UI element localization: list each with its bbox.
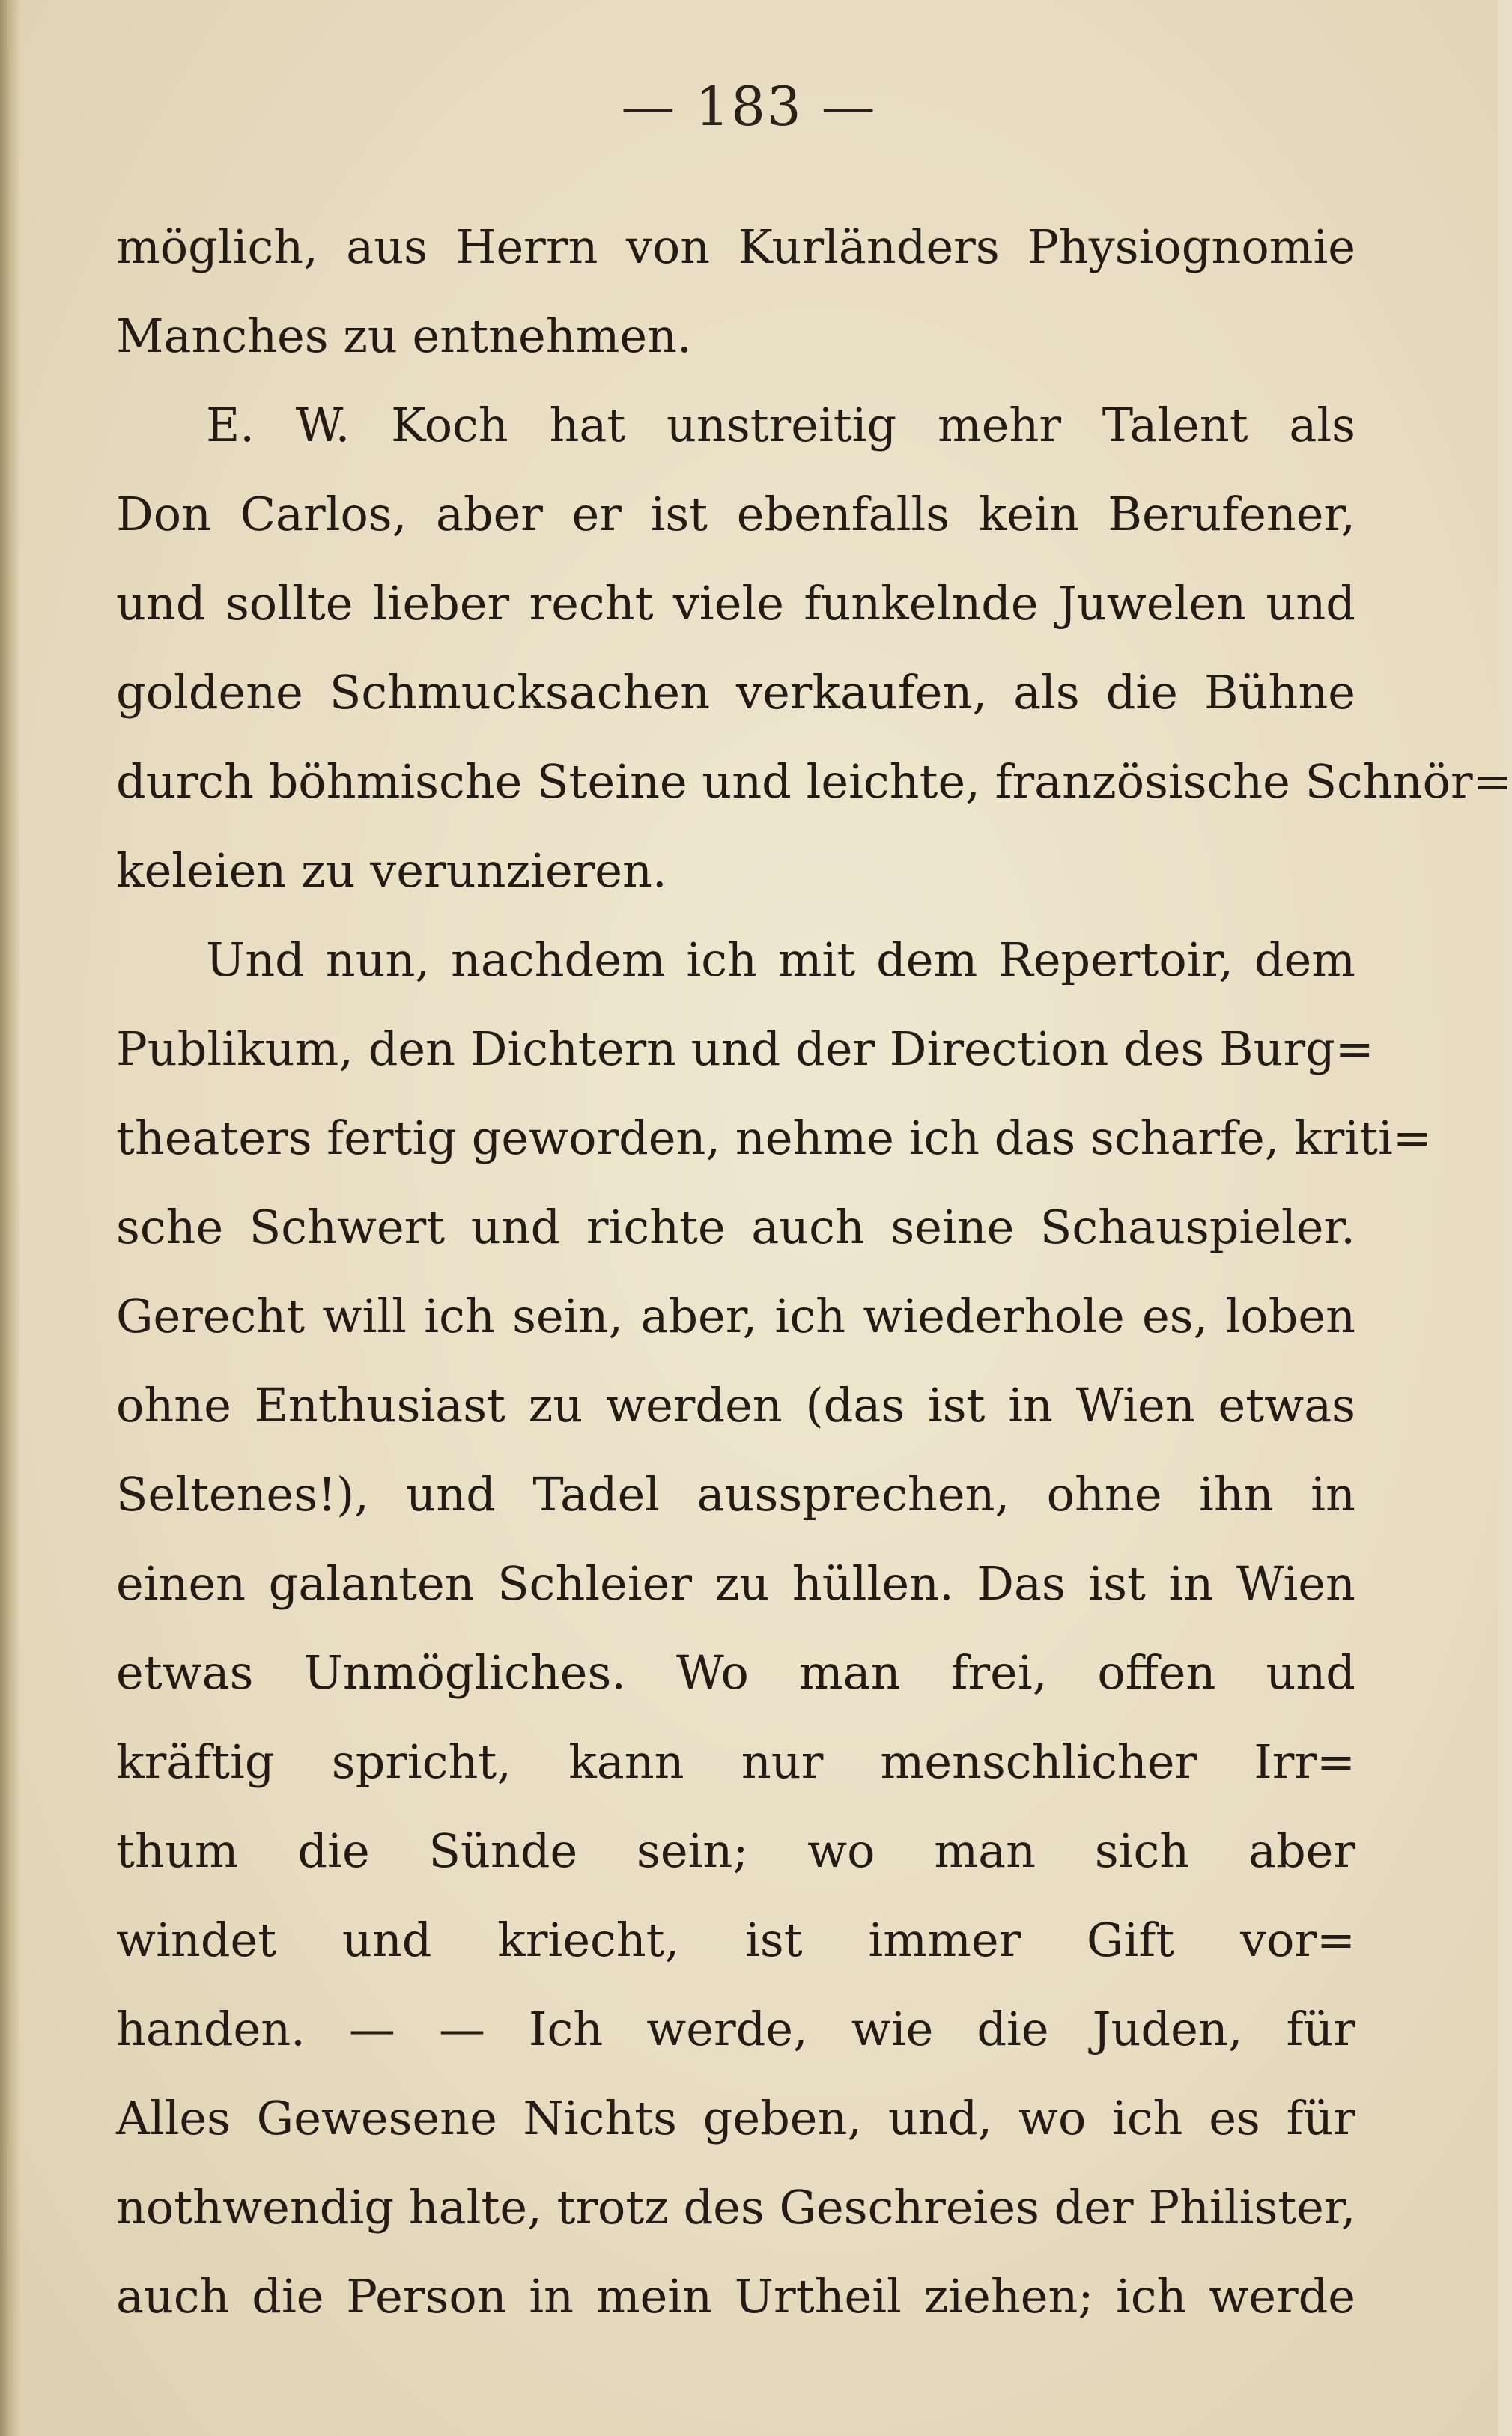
text-line: nothwendig halte, trotz des Geschreies der Philister, xyxy=(116,2180,1356,2235)
text-line: kräftig spricht, kann nur menschlicher Irr= xyxy=(116,1734,1355,1789)
text-line: einen galanten Schleier zu hüllen. Das ist in Wien xyxy=(116,1556,1355,1611)
text-line: thum die Sünde sein; wo man sich aber xyxy=(116,1823,1355,1878)
paragraph-start-line: Und nun, nachdem ich mit dem Repertoir, dem xyxy=(206,932,1355,987)
text-line: Alles Gewesene Nichts geben, und, wo ich es für xyxy=(116,2091,1355,2145)
text-line: Publikum, den Dichtern und der Direction des Burg= xyxy=(116,1021,1374,1076)
body-text xyxy=(116,202,1512,2341)
text-line: Seltenes!), und Tadel aussprechen, ohne ihn in xyxy=(116,1467,1355,1522)
text-line: Gerecht will ich sein, aber, ich wiederhole es, loben xyxy=(116,1289,1355,1343)
text-line: sche Schwert und richte auch seine Schauspieler. xyxy=(116,1200,1355,1254)
text-line: möglich, aus Herrn von Kurländers Physiognomie xyxy=(116,219,1355,274)
text-line: Manches zu entnehmen. xyxy=(116,309,692,363)
text-line: etwas Unmögliches. Wo man frei, offen und xyxy=(116,1645,1355,1700)
text-line: durch böhmische Steine und leichte, französische Schnör= xyxy=(116,754,1512,809)
page-gutter xyxy=(0,0,21,2436)
text-line: auch die Person in mein Urtheil ziehen; ich werde xyxy=(116,2269,1355,2324)
text-line: und sollte lieber recht viele funkelnde Juwelen und xyxy=(116,576,1355,631)
text-line: keleien zu verunzieren. xyxy=(116,843,667,898)
text-line: Don Carlos, aber er ist ebenfalls kein Berufener, xyxy=(116,487,1355,541)
text-line: theaters fertig geworden, nehme ich das scharfe, kriti= xyxy=(116,1111,1432,1165)
page-number: — 183 — xyxy=(621,75,877,138)
text-line: ohne Enthusiast zu werden (das ist in Wien etwas xyxy=(116,1378,1355,1433)
text-line: windet und kriecht, ist immer Gift vor= xyxy=(116,1913,1355,1967)
text-line: handen. — — Ich werde, wie die Juden, für xyxy=(116,2002,1355,2056)
text-line: goldene Schmucksachen verkaufen, als die Bühne xyxy=(116,665,1355,720)
paragraph-start-line: E. W. Koch hat unstreitig mehr Talent als xyxy=(206,398,1355,452)
